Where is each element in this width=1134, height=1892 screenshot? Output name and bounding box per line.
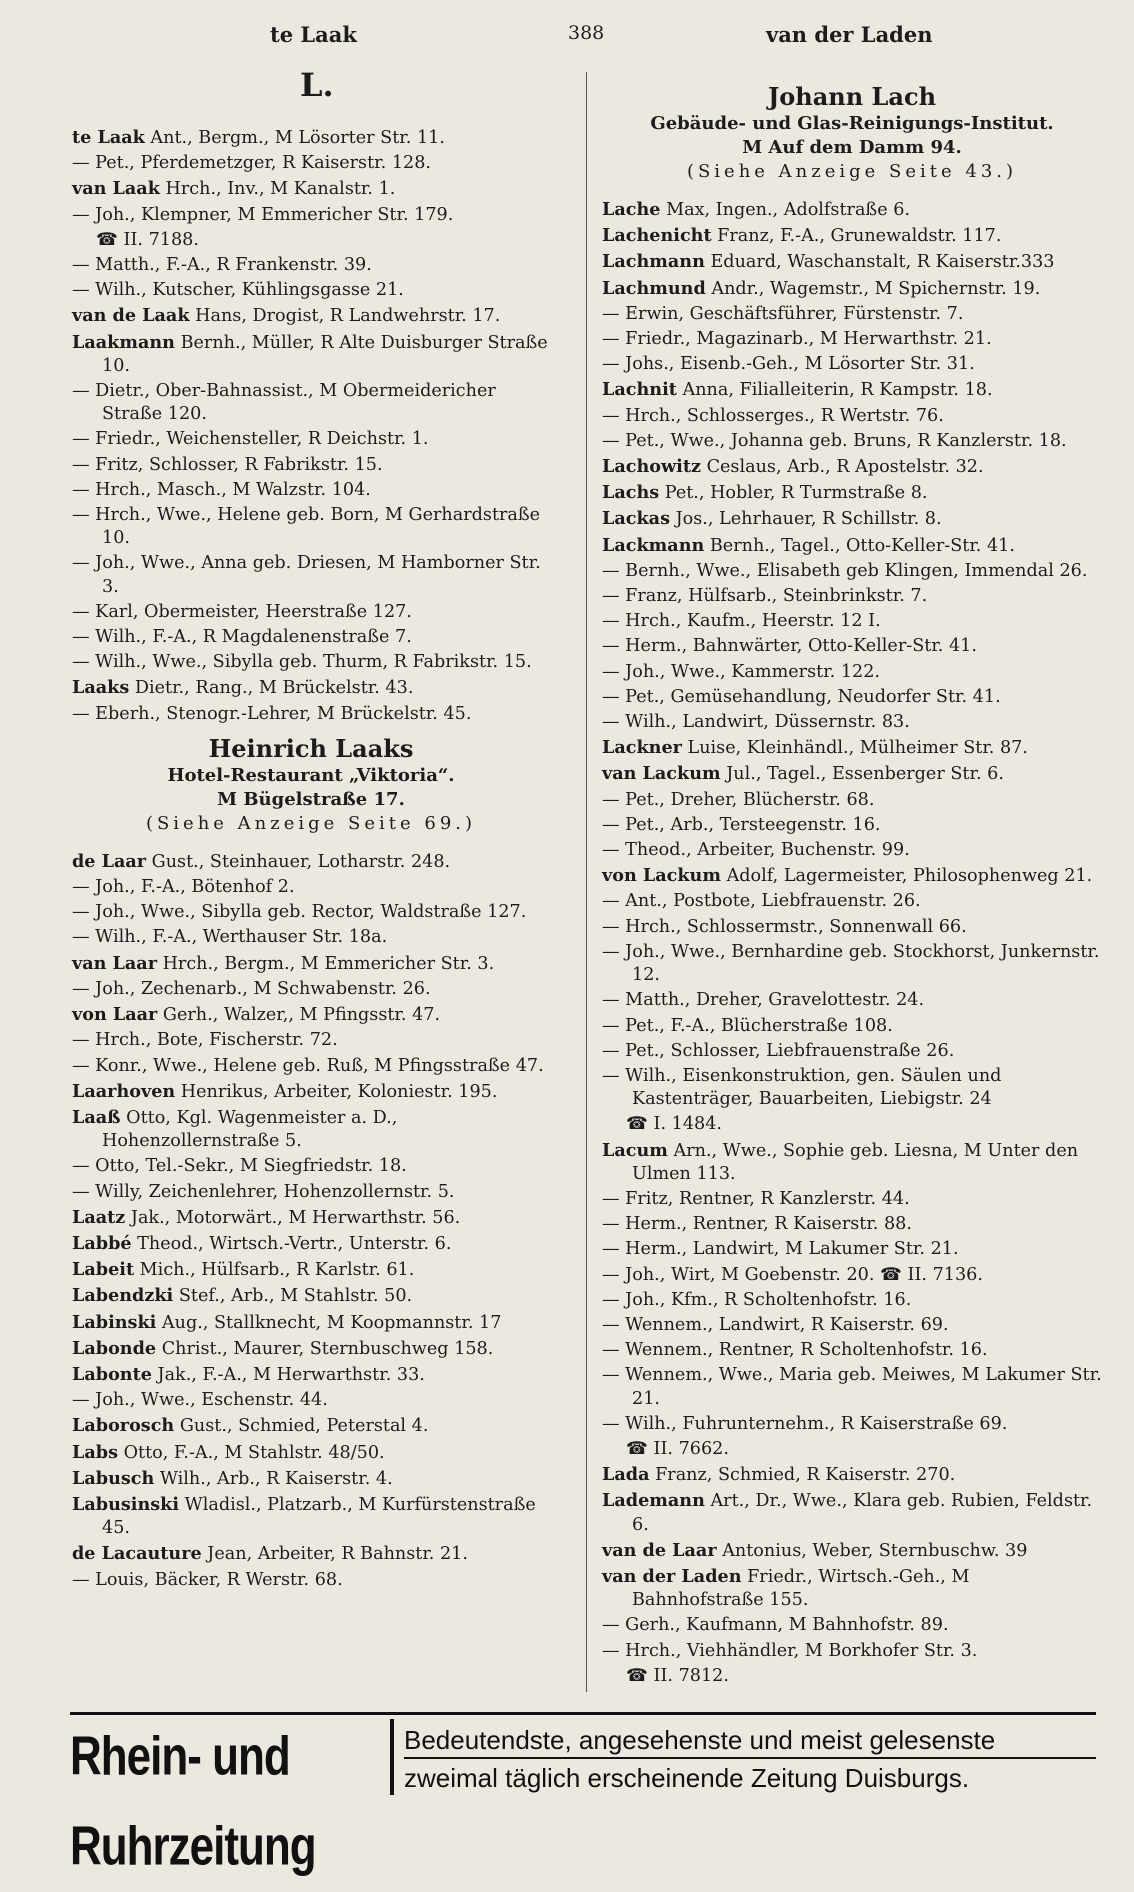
- directory-entry: [72, 1181, 550, 1204]
- entry-text: ☎ II. 7188.: [96, 229, 199, 250]
- entry-text: Pet., Hobler, R Turmstraße 8.: [664, 483, 928, 504]
- entry-text: — Theod., Arbeiter, Buchenstr. 99.: [602, 840, 910, 861]
- directory-entry: [602, 328, 1102, 351]
- entry-text: ☎ II. 7812.: [626, 1665, 729, 1686]
- directory-entry: [72, 152, 550, 175]
- entry-text: Aug., Stallknecht, M Koopmannstr. 17: [161, 1312, 502, 1333]
- directory-entry: [72, 601, 550, 624]
- ad-line: Gebäude- und Glas-Reinigungs-Institut.: [650, 113, 1054, 134]
- entry-text: — Joh., Wwe., Kammerstr. 122.: [602, 661, 881, 682]
- directory-entry: [72, 876, 550, 899]
- directory-entry: [602, 250, 1102, 274]
- directory-entry: [602, 1565, 1102, 1612]
- section-letter: L.: [300, 66, 334, 104]
- entry-text: Gerh., Walzer,, M Pfingsstr. 47.: [162, 1005, 441, 1026]
- entry-text: — Pet., Wwe., Johanna geb. Bruns, R Kanzlerstr. 18.: [602, 430, 1067, 451]
- entry-surname: van Lackum: [602, 763, 721, 785]
- directory-entry: [602, 839, 1102, 862]
- entry-text: — Fritz, Rentner, R Kanzlerstr. 44.: [602, 1188, 910, 1209]
- entry-text: — Wilh., Landwirt, Düssernstr. 83.: [602, 712, 910, 733]
- directory-entry: [602, 762, 1102, 786]
- entry-text: — Friedr., Magazinarb., M Herwarthstr. 21.: [602, 329, 992, 350]
- entry-text: — Johs., Eisenb.-Geh., M Lösorter Str. 31.: [602, 354, 975, 375]
- entry-text: Otto, Kgl. Wagenmeister a. D., Hohenzollernstraße 5.: [102, 1107, 398, 1152]
- entry-text: — Willy, Zeichenlehrer, Hohenzollernstr. 5.: [72, 1181, 455, 1202]
- page-number: 388: [568, 22, 605, 44]
- entry-text: Gust., Steinhauer, Lotharstr. 248.: [151, 851, 451, 872]
- directory-entry: [602, 864, 1102, 888]
- directory-entry: [602, 1614, 1102, 1637]
- entry-text: Christ., Maurer, Sternbuschweg 158.: [161, 1338, 494, 1359]
- entry-surname: von Laar: [72, 1004, 158, 1026]
- entry-text: — Herm., Rentner, R Kaiserstr. 88.: [602, 1214, 912, 1235]
- entry-text: ☎ I. 1484.: [626, 1114, 723, 1135]
- directory-entry: [72, 626, 550, 649]
- entry-surname: Lackner: [602, 737, 682, 759]
- directory-entry: [72, 703, 550, 726]
- entry-text: — Wennem., Wwe., Maria geb. Meiwes, M Lakumer Str. 21.: [602, 1365, 1102, 1409]
- directory-entry: [602, 814, 1102, 837]
- directory-entry: [72, 479, 550, 502]
- directory-entry: [72, 1080, 550, 1104]
- directory-entry: [602, 430, 1102, 453]
- entry-list: [72, 850, 550, 1592]
- directory-entry: [602, 1015, 1102, 1038]
- directory-entry: [72, 952, 550, 976]
- directory-entry: [602, 1463, 1102, 1487]
- entry-text: — Wilh., F.-A., Werthauser Str. 18a.: [72, 927, 388, 948]
- entry-text: — Wilh., Kutscher, Kühlingsgasse 21.: [72, 280, 404, 301]
- entry-surname: Labbé: [72, 1232, 132, 1254]
- entry-text: Bernh., Tagel., Otto-Keller-Str. 41.: [709, 535, 1015, 556]
- directory-entry: [72, 454, 550, 477]
- directory-entry: [602, 455, 1102, 479]
- directory-entry: [602, 1289, 1102, 1312]
- entry-surname: Lachenicht: [602, 225, 712, 247]
- entry-text: — Herm., Bahnwärter, Otto-Keller-Str. 41.: [602, 636, 977, 657]
- ad-name: Heinrich Laaks: [208, 733, 414, 763]
- directory-entry: [72, 177, 550, 201]
- directory-entry: [72, 204, 550, 227]
- directory-entry: [72, 1542, 550, 1566]
- entry-text: — Wilh., F.-A., R Magdalenenstraße 7.: [72, 627, 412, 648]
- entry-text: Otto, F.-A., M Stahlstr. 48/50.: [123, 1442, 385, 1463]
- entry-text: Andr., Wagemstr., M Spichernstr. 19.: [711, 278, 1041, 299]
- directory-entry: [602, 481, 1102, 505]
- banner-tagline-1: Bedeutendste, angesehenste und meist gelesenste: [404, 1725, 996, 1755]
- entry-surname: Lademann: [602, 1490, 705, 1512]
- entry-text: Bernh., Müller, R Alte Duisburger Straße 10.: [102, 332, 548, 376]
- entry-surname: de Lacauture: [72, 1543, 202, 1565]
- entry-surname: Lachmund: [602, 277, 706, 299]
- entry-surname: Labs: [72, 1441, 118, 1463]
- entry-text: — Franz, Hülfsarb., Steinbrinkstr. 7.: [602, 586, 928, 607]
- directory-entry: [602, 686, 1102, 709]
- entry-text: — Hrch., Kaufm., Heerstr. 12 I.: [602, 611, 881, 632]
- entry-text: Henrikus, Arbeiter, Koloniestr. 195.: [180, 1081, 498, 1102]
- entry-surname: Lada: [602, 1464, 650, 1486]
- entry-text: Mich., Hülfsarb., R Karlstr. 61.: [139, 1260, 415, 1281]
- entry-surname: van der Laden: [602, 1565, 742, 1587]
- entry-surname: Lacum: [602, 1139, 668, 1161]
- ad-reference: (Siehe Anzeige Seite 43.): [686, 161, 1018, 182]
- entry-text: — Wennem., Landwirt, R Kaiserstr. 69.: [602, 1314, 949, 1335]
- entry-text: — Fritz, Schlosser, R Fabrikstr. 15.: [72, 454, 383, 475]
- directory-entry: [72, 331, 550, 378]
- directory-entry: [72, 1337, 550, 1361]
- entry-text: — Joh., Kfm., R Scholtenhofstr. 16.: [602, 1289, 912, 1310]
- directory-entry: [602, 661, 1102, 684]
- entry-text: — Joh., F.-A., Bötenhof 2.: [72, 877, 295, 898]
- ad-line: M Bügelstraße 17.: [217, 788, 405, 810]
- directory-entry: [72, 428, 550, 451]
- entry-text: — Joh., Wirt, M Goebenstr. 20. ☎ II. 7136.: [602, 1264, 983, 1285]
- entry-text: Dietr., Rang., M Brückelstr. 43.: [134, 678, 414, 699]
- entry-text: — Ant., Postbote, Liebfrauenstr. 26.: [602, 891, 921, 912]
- directory-entry: [602, 353, 1102, 376]
- directory-entry: [602, 635, 1102, 658]
- entry-text: — Wennem., Rentner, R Scholtenhofstr. 16.: [602, 1340, 988, 1361]
- banner-underline: [404, 1757, 1096, 1759]
- directory-entry: [72, 1389, 550, 1412]
- directory-entry: [72, 1363, 550, 1387]
- phone-line: [602, 1113, 1102, 1136]
- entry-text: Max, Ingen., Adolfstraße 6.: [666, 200, 910, 220]
- directory-entry: [72, 1414, 550, 1438]
- directory-entry: [602, 1364, 1102, 1410]
- entry-text: Jul., Tagel., Essenberger Str. 6.: [726, 764, 1004, 785]
- entry-text: — Friedr., Weichensteller, R Deichstr. 1.: [72, 429, 429, 450]
- directory-entry: [72, 926, 550, 949]
- directory-entry: [602, 1489, 1102, 1536]
- directory-entry: [602, 534, 1102, 558]
- entry-text: — Hrch., Bote, Fischerstr. 72.: [72, 1030, 338, 1051]
- directory-entry: [602, 890, 1102, 913]
- directory-entry: [602, 560, 1102, 583]
- directory-entry: [602, 989, 1102, 1012]
- entry-surname: Lachowitz: [602, 456, 701, 478]
- entry-surname: Labendzki: [72, 1285, 174, 1307]
- entry-text: Theod., Wirtsch.-Vertr., Unterstr. 6.: [137, 1233, 452, 1254]
- ad-name: Johann Lach: [767, 82, 937, 111]
- left-column: [72, 126, 550, 1594]
- entry-text: — Pet., Schlosser, Liebfrauenstraße 26.: [602, 1040, 955, 1061]
- directory-entry: [72, 1258, 550, 1282]
- entry-surname: van de Laar: [602, 1539, 717, 1561]
- entry-text: — Gerh., Kaufmann, M Bahnhofstr. 89.: [602, 1615, 949, 1636]
- directory-entry: [72, 901, 550, 924]
- entry-surname: de Laar: [72, 850, 147, 872]
- newspaper-banner: [70, 1712, 1096, 1877]
- entry-text: — Hrch., Schlossermstr., Sonnenwall 66.: [602, 916, 967, 937]
- directory-entry: [602, 378, 1102, 402]
- entry-text: — Erwin, Geschäftsführer, Fürstenstr. 7.: [602, 303, 964, 324]
- right-running-head: van der Laden: [766, 22, 933, 47]
- directory-entry: [72, 1569, 550, 1592]
- entry-surname: Labinski: [72, 1311, 157, 1333]
- banner-divider: [390, 1719, 394, 1795]
- entry-text: — Wilh., Fuhrunternehm., R Kaiserstraße 69.: [602, 1413, 1008, 1434]
- entry-text: Wilh., Arb., R Kaiserstr. 4.: [159, 1468, 393, 1489]
- entry-text: — Hrch., Masch., M Walzstr. 104.: [72, 479, 371, 500]
- entry-text: Wladisl., Platzarb., M Kurfürstenstraße 45.: [102, 1494, 536, 1539]
- directory-entry: [72, 279, 550, 302]
- entry-text: — Pet., Gemüsehandlung, Neudorfer Str. 41.: [602, 686, 1001, 707]
- entry-text: Arn., Wwe., Sophie geb. Liesna, M Unter den Ulmen 113.: [632, 1140, 1079, 1184]
- entry-surname: Lache: [602, 199, 661, 220]
- entry-surname: Lackmann: [602, 534, 705, 556]
- left-running-head: te Laak: [270, 22, 357, 47]
- directory-entry: [602, 610, 1102, 633]
- entry-text: Ceslaus, Arb., R Apostelstr. 32.: [706, 457, 984, 478]
- directory-entry: [602, 1040, 1102, 1063]
- directory-entry: [72, 504, 550, 550]
- directory-entry: [602, 1413, 1102, 1436]
- entry-text: — Pet., Dreher, Blücherstr. 68.: [602, 789, 875, 810]
- directory-entry: [72, 552, 550, 598]
- directory-entry: [602, 736, 1102, 760]
- directory-entry: [602, 507, 1102, 531]
- directory-entry: [602, 1188, 1102, 1211]
- directory-entry: [602, 1238, 1102, 1261]
- entry-text: Art., Dr., Wwe., Klara geb. Rubien, Feldstr. 6.: [632, 1491, 1093, 1535]
- directory-entry: [72, 1232, 550, 1256]
- entry-list: [72, 126, 550, 726]
- directory-entry: [72, 676, 550, 700]
- entry-surname: Laatz: [72, 1206, 126, 1228]
- entry-text: Luise, Kleinhändl., Mülheimer Str. 87.: [687, 738, 1028, 759]
- entry-surname: Laakmann: [72, 331, 175, 353]
- entry-surname: Labeit: [72, 1259, 135, 1281]
- entry-text: — Joh., Wwe., Sibylla geb. Rector, Waldstraße 127.: [72, 902, 527, 923]
- directory-entry: [602, 277, 1102, 301]
- advertisement-laaks: [72, 734, 550, 836]
- entry-text: — Eberh., Stenogr.-Lehrer, M Brückelstr. 45.: [72, 703, 472, 724]
- directory-entry: [602, 1065, 1102, 1111]
- entry-text: — Matth., F.-A., R Frankenstr. 39.: [72, 255, 372, 276]
- entry-surname: Laaß: [72, 1106, 121, 1128]
- column-divider: [586, 72, 587, 1692]
- directory-entry: [602, 1213, 1102, 1236]
- directory-entry: [72, 1493, 550, 1540]
- directory-entry: [602, 916, 1102, 939]
- entry-text: — Pet., Pferdemetzger, R Kaiserstr. 128.: [72, 153, 431, 174]
- entry-text: — Herm., Landwirt, M Lakumer Str. 21.: [602, 1239, 959, 1260]
- directory-entry: [602, 1539, 1102, 1563]
- directory-entry: [602, 303, 1102, 326]
- entry-text: ☎ II. 7662.: [626, 1438, 729, 1459]
- entry-surname: Labonte: [72, 1363, 152, 1385]
- phone-line: [602, 1438, 1102, 1461]
- directory-entry: [72, 1155, 550, 1178]
- directory-entry: [602, 1139, 1102, 1186]
- right-column: [602, 74, 1102, 1690]
- entry-text: — Konr., Wwe., Helene geb. Ruß, M Pfingsstraße 47.: [72, 1055, 544, 1076]
- directory-entry: [72, 850, 550, 874]
- phone-line: [602, 1665, 1102, 1688]
- entry-surname: Labonde: [72, 1337, 157, 1359]
- directory-entry: [72, 254, 550, 277]
- entry-text: — Hrch., Viehhändler, M Borkhofer Str. 3.: [602, 1640, 978, 1661]
- entry-text: — Joh., Wwe., Eschenstr. 44.: [72, 1390, 328, 1411]
- entry-text: — Louis, Bäcker, R Werstr. 68.: [72, 1569, 343, 1590]
- entry-list: [602, 198, 1102, 1688]
- directory-entry: [72, 651, 550, 674]
- ad-reference: (Siehe Anzeige Seite 69.): [145, 812, 477, 834]
- directory-entry: [602, 1264, 1102, 1287]
- entry-text: — Bernh., Wwe., Elisabeth geb Klingen, Immendal 26.: [602, 560, 1088, 581]
- entry-surname: von Lackum: [602, 865, 721, 887]
- directory-entry: [602, 405, 1102, 428]
- directory-entry: [72, 1284, 550, 1308]
- entry-text: Franz, F.-A., Grunewaldstr. 117.: [717, 226, 1002, 247]
- entry-text: Jak., Motorwärt., M Herwarthstr. 56.: [130, 1207, 461, 1228]
- directory-entry: [72, 1467, 550, 1491]
- entry-surname: Lachmann: [602, 251, 705, 273]
- newspaper-logo: Rhein- und Ruhrzeitung: [70, 1725, 316, 1877]
- entry-text: — Joh., Wwe., Bernhardine geb. Stockhorst, Junkernstr. 12.: [602, 941, 1100, 986]
- directory-entry: [72, 380, 550, 426]
- entry-surname: Lackas: [602, 508, 670, 530]
- entry-text: Adolf, Lagermeister, Philosophenweg 21.: [726, 866, 1093, 887]
- entry-text: Gust., Schmied, Peterstal 4.: [179, 1416, 429, 1437]
- directory-entry: [602, 585, 1102, 608]
- ad-line: M Auf dem Damm 94.: [742, 137, 962, 158]
- entry-text: — Otto, Tel.-Sekr., M Siegfriedstr. 18.: [72, 1156, 407, 1177]
- directory-entry: [602, 1339, 1102, 1362]
- directory-entry: [72, 1055, 550, 1078]
- directory-entry: [72, 1311, 550, 1335]
- entry-text: Antonius, Weber, Sternbuschw. 39: [722, 1540, 1028, 1561]
- directory-entry: [72, 1003, 550, 1027]
- phone-line: [72, 229, 550, 252]
- entry-text: Ant., Bergm., M Lösorter Str. 11.: [150, 128, 445, 148]
- entry-text: Jean, Arbeiter, R Bahnstr. 21.: [207, 1544, 468, 1565]
- entry-text: — Pet., F.-A., Blücherstraße 108.: [602, 1015, 893, 1036]
- advertisement-lach: [602, 82, 1102, 184]
- entry-surname: van Laak: [72, 178, 160, 200]
- directory-entry: [72, 1106, 550, 1153]
- entry-text: — Joh., Wwe., Anna geb. Driesen, M Hamborner Str. 3.: [72, 553, 541, 597]
- entry-text: Friedr., Wirtsch.-Geh., M Bahnhofstraße 155.: [632, 1566, 970, 1611]
- directory-entry: [602, 1314, 1102, 1337]
- directory-entry: [72, 1029, 550, 1052]
- entry-text: Stef., Arb., M Stahlstr. 50.: [178, 1286, 413, 1307]
- entry-text: — Karl, Obermeister, Heerstraße 127.: [72, 601, 412, 622]
- directory-entry: [602, 198, 1102, 222]
- entry-surname: Laarhoven: [72, 1080, 176, 1102]
- entry-text: — Joh., Zechenarb., M Schwabenstr. 26.: [72, 978, 431, 999]
- entry-text: — Wilh., Wwe., Sibylla geb. Thurm, R Fabrikstr. 15.: [72, 652, 532, 673]
- directory-entry: [72, 126, 550, 150]
- entry-text: — Dietr., Ober-Bahnassist., M Obermeidericher Straße 120.: [72, 381, 496, 425]
- entry-text: — Hrch., Schlosserges., R Wertstr. 76.: [602, 405, 944, 426]
- entry-surname: Laaks: [72, 677, 130, 699]
- directory-entry: [602, 941, 1102, 987]
- entry-surname: Labusinski: [72, 1493, 180, 1515]
- directory-entry: [602, 711, 1102, 734]
- directory-entry: [602, 1640, 1102, 1663]
- entry-text: — Hrch., Wwe., Helene geb. Born, M Gerhardstraße 10.: [72, 505, 541, 549]
- directory-entry: [72, 978, 550, 1001]
- entry-surname: te Laak: [72, 127, 145, 148]
- directory-entry: [602, 789, 1102, 812]
- entry-text: Jos., Lehrhauer, R Schillstr. 8.: [675, 509, 942, 530]
- entry-text: Hans, Drogist, R Landwehrstr. 17.: [195, 306, 501, 327]
- entry-text: — Matth., Dreher, Gravelottestr. 24.: [602, 990, 925, 1011]
- entry-text: Anna, Filialleiterin, R Kampstr. 18.: [682, 380, 993, 401]
- entry-text: — Wilh., Eisenkonstruktion, gen. Säulen und Kastenträger, Bauarbeiten, Liebigstr. 24: [602, 1065, 1002, 1110]
- entry-surname: Lachnit: [602, 379, 677, 401]
- entry-text: Eduard, Waschanstalt, R Kaiserstr.333: [710, 252, 1055, 273]
- entry-surname: Laborosch: [72, 1415, 175, 1437]
- banner-tagline-2: zweimal täglich erscheinende Zeitung Duisburgs.: [404, 1763, 970, 1793]
- entry-text: Franz, Schmied, R Kaiserstr. 270.: [655, 1465, 956, 1486]
- entry-text: Jak., F.-A., M Herwarthstr. 33.: [157, 1364, 425, 1385]
- directory-entry: [72, 1441, 550, 1465]
- directory-entry: [72, 1206, 550, 1230]
- entry-surname: Lachs: [602, 482, 660, 504]
- ad-line: Hotel-Restaurant „Viktoria“.: [167, 764, 455, 786]
- entry-text: Hrch., Bergm., M Emmericher Str. 3.: [162, 953, 495, 974]
- entry-surname: van de Laak: [72, 305, 190, 327]
- directory-entry: [602, 224, 1102, 248]
- entry-surname: Labusch: [72, 1467, 155, 1489]
- directory-entry: [72, 304, 550, 328]
- entry-surname: van Laar: [72, 952, 157, 974]
- entry-text: — Joh., Klempner, M Emmericher Str. 179.: [72, 204, 454, 225]
- entry-text: — Pet., Arb., Tersteegenstr. 16.: [602, 814, 881, 835]
- entry-text: Hrch., Inv., M Kanalstr. 1.: [165, 179, 396, 200]
